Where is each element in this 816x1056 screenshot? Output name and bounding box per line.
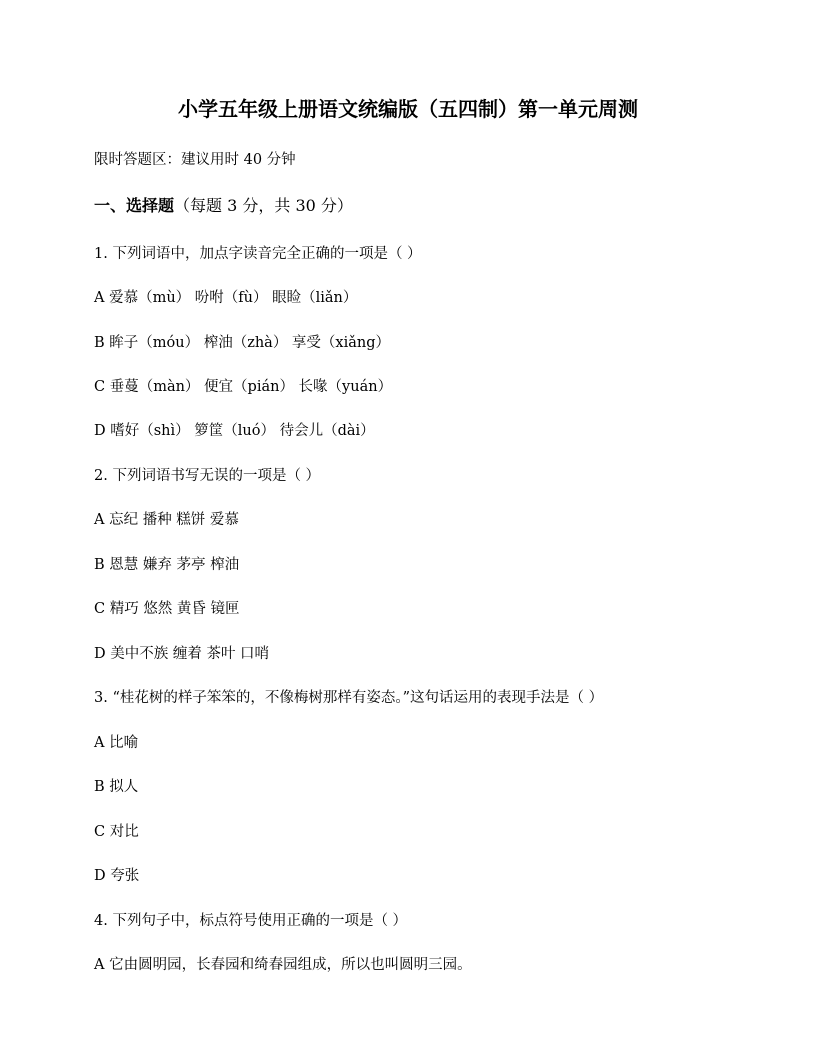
question-3-option-a: A 比喻 — [94, 735, 139, 751]
question-3-option-d: D 夸张 — [94, 868, 140, 884]
question-2-option-d: D 美中不族 缠着 茶叶 口哨 — [94, 646, 270, 662]
question-2-option-c: C 精巧 悠然 黄昏 镜匣 — [94, 601, 240, 617]
question-1: 1. 下列词语中，加点字读音完全正确的一项是（ ） — [94, 246, 422, 262]
question-3-option-c: C 对比 — [94, 824, 139, 840]
question-2: 2. 下列词语书写无误的一项是（ ） — [94, 468, 321, 484]
question-3-option-b: B 拟人 — [94, 779, 139, 795]
section-heading-scoring: （每题 3 分，共 30 分） — [174, 196, 353, 215]
question-4: 4. 下列句子中，标点符号使用正确的一项是（ ） — [94, 913, 408, 929]
page-title: 小学五年级上册语文统编版（五四制）第一单元周测 — [178, 97, 638, 121]
question-1-option-c: C 垂蔓（màn） 便宜（pián） 长喙（yuán） — [94, 379, 393, 395]
time-limit-note: 限时答题区：建议用时 40 分钟 — [94, 152, 296, 168]
question-3: 3. “桂花树的样子笨笨的，不像梅树那样有姿态。”这句话运用的表现手法是（ ） — [94, 690, 604, 706]
section-heading — [94, 195, 353, 217]
section-heading-label: 一、选择题 — [94, 196, 175, 215]
question-1-option-d: D 嗜好（shì） 箩筐（luó） 待会儿（dài） — [94, 423, 375, 439]
question-2-option-a: A 忘纪 播种 糕饼 爱慕 — [94, 512, 239, 528]
question-2-option-b: B 恩慧 嫌弃 茅亭 榨油 — [94, 557, 240, 573]
question-1-option-a: A 爱慕（mù） 吩咐（fù） 眼睑（liǎn） — [94, 290, 358, 306]
question-1-option-b: B 眸子（móu） 榨油（zhà） 享受（xiǎng） — [94, 335, 391, 351]
question-4-option-a: A 它由圆明园，长春园和绮春园组成，所以也叫圆明三园。 — [94, 957, 472, 973]
